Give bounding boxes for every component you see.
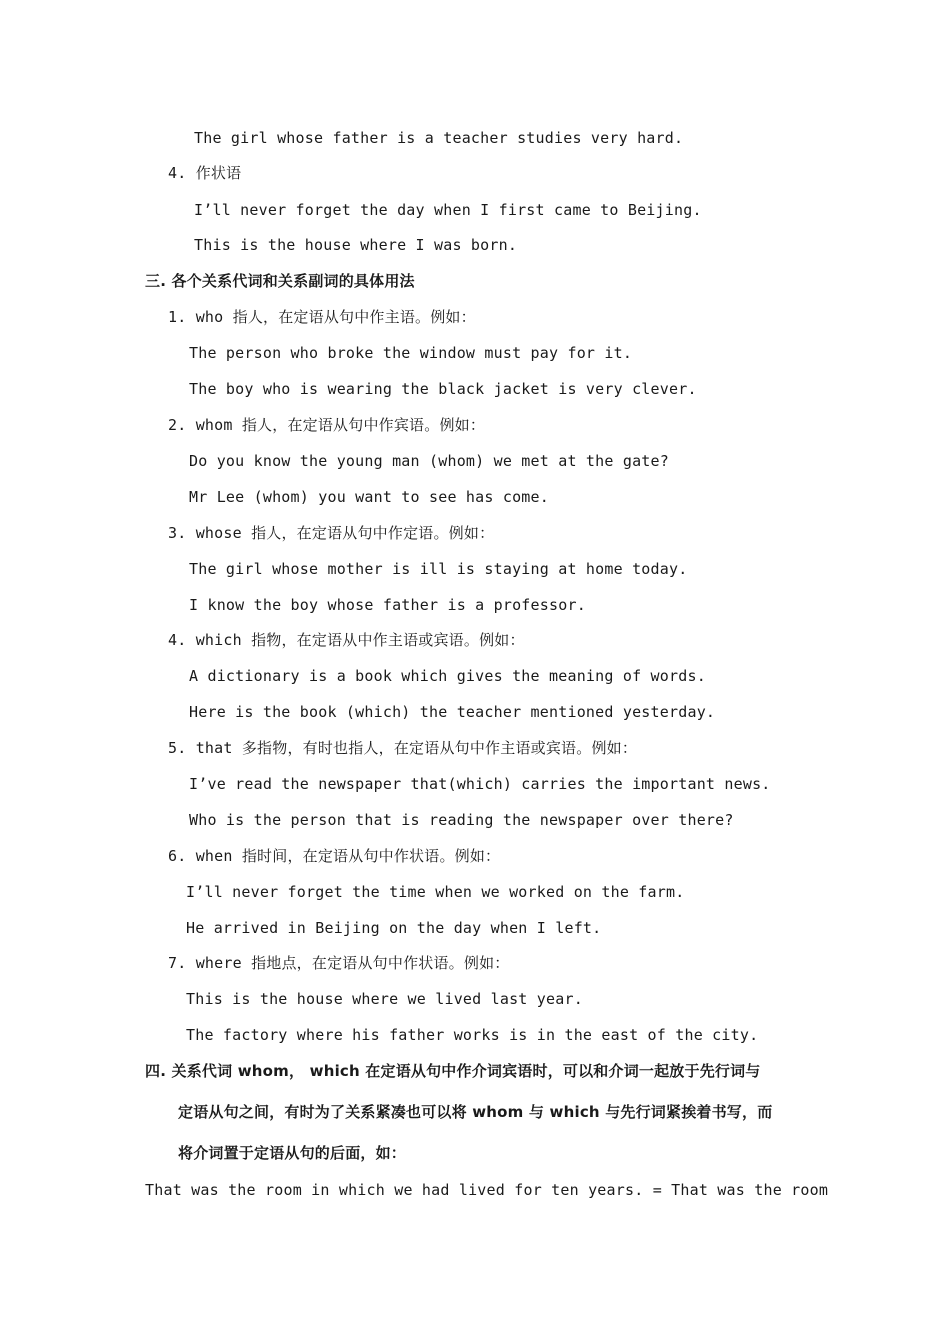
- example-line: Do you know the young man (whom) we met at the gate?: [189, 452, 669, 470]
- list-item-heading: 7. where 指地点，在定语从句中作状语。例如：: [168, 954, 510, 972]
- example-line: Mr Lee (whom) you want to see has come.: [189, 488, 549, 506]
- example-line: I’ve read the newspaper that(which) carries the important news.: [189, 775, 771, 793]
- section-heading: 四. 关系代词 whom， which 在定语从句中作介词宾语时，可以和介词一起放于先行词与: [145, 1062, 761, 1080]
- section-heading-continued: 定语从句之间，有时为了关系紧凑也可以将 whom 与 which 与先行词紧挨着书写，而: [178, 1103, 773, 1121]
- example-line: Who is the person that is reading the newspaper over there?: [189, 811, 734, 829]
- example-line: This is the house where we lived last year.: [186, 990, 583, 1008]
- example-line: That was the room in which we had lived for ten years. = That was the room: [145, 1181, 829, 1199]
- list-item-heading: 5. that 多指物，有时也指人，在定语从句中作主语或宾语。例如：: [168, 739, 638, 757]
- example-line: The person who broke the window must pay for it.: [189, 344, 633, 362]
- section-heading-continued: 将介词置于定语从句的后面，如：: [178, 1144, 407, 1162]
- example-line: The factory where his father works is in the east of the city.: [186, 1026, 759, 1044]
- list-item-heading: 2. whom 指人，在定语从句中作宾语。例如：: [168, 416, 486, 434]
- list-item-heading: 3. whose 指人，在定语从句中作定语。例如：: [168, 524, 495, 542]
- example-line: A dictionary is a book which gives the meaning of words.: [189, 667, 706, 685]
- example-line: Here is the book (which) the teacher mentioned yesterday.: [189, 703, 716, 721]
- example-line: I’ll never forget the time when we worked on the farm.: [186, 883, 685, 901]
- example-line: The girl whose father is a teacher studies very hard.: [194, 129, 684, 147]
- list-item-heading: 4. which 指物，在定语从中作主语或宾语。例如：: [168, 631, 525, 649]
- section-heading: 三. 各个关系代词和关系副词的具体用法: [145, 272, 415, 290]
- list-item-heading: 4. 作状语: [168, 164, 242, 182]
- example-line: He arrived in Beijing on the day when I left.: [186, 919, 602, 937]
- list-item-heading: 6. when 指时间，在定语从句中作状语。例如：: [168, 847, 501, 865]
- example-line: This is the house where I was born.: [194, 236, 518, 254]
- example-line: I’ll never forget the day when I first came to Beijing.: [194, 201, 702, 219]
- list-item-heading: 1. who 指人，在定语从句中作主语。例如：: [168, 308, 476, 326]
- example-line: I know the boy whose father is a professor.: [189, 596, 586, 614]
- example-line: The boy who is wearing the black jacket is very clever.: [189, 380, 697, 398]
- example-line: The girl whose mother is ill is staying at home today.: [189, 560, 688, 578]
